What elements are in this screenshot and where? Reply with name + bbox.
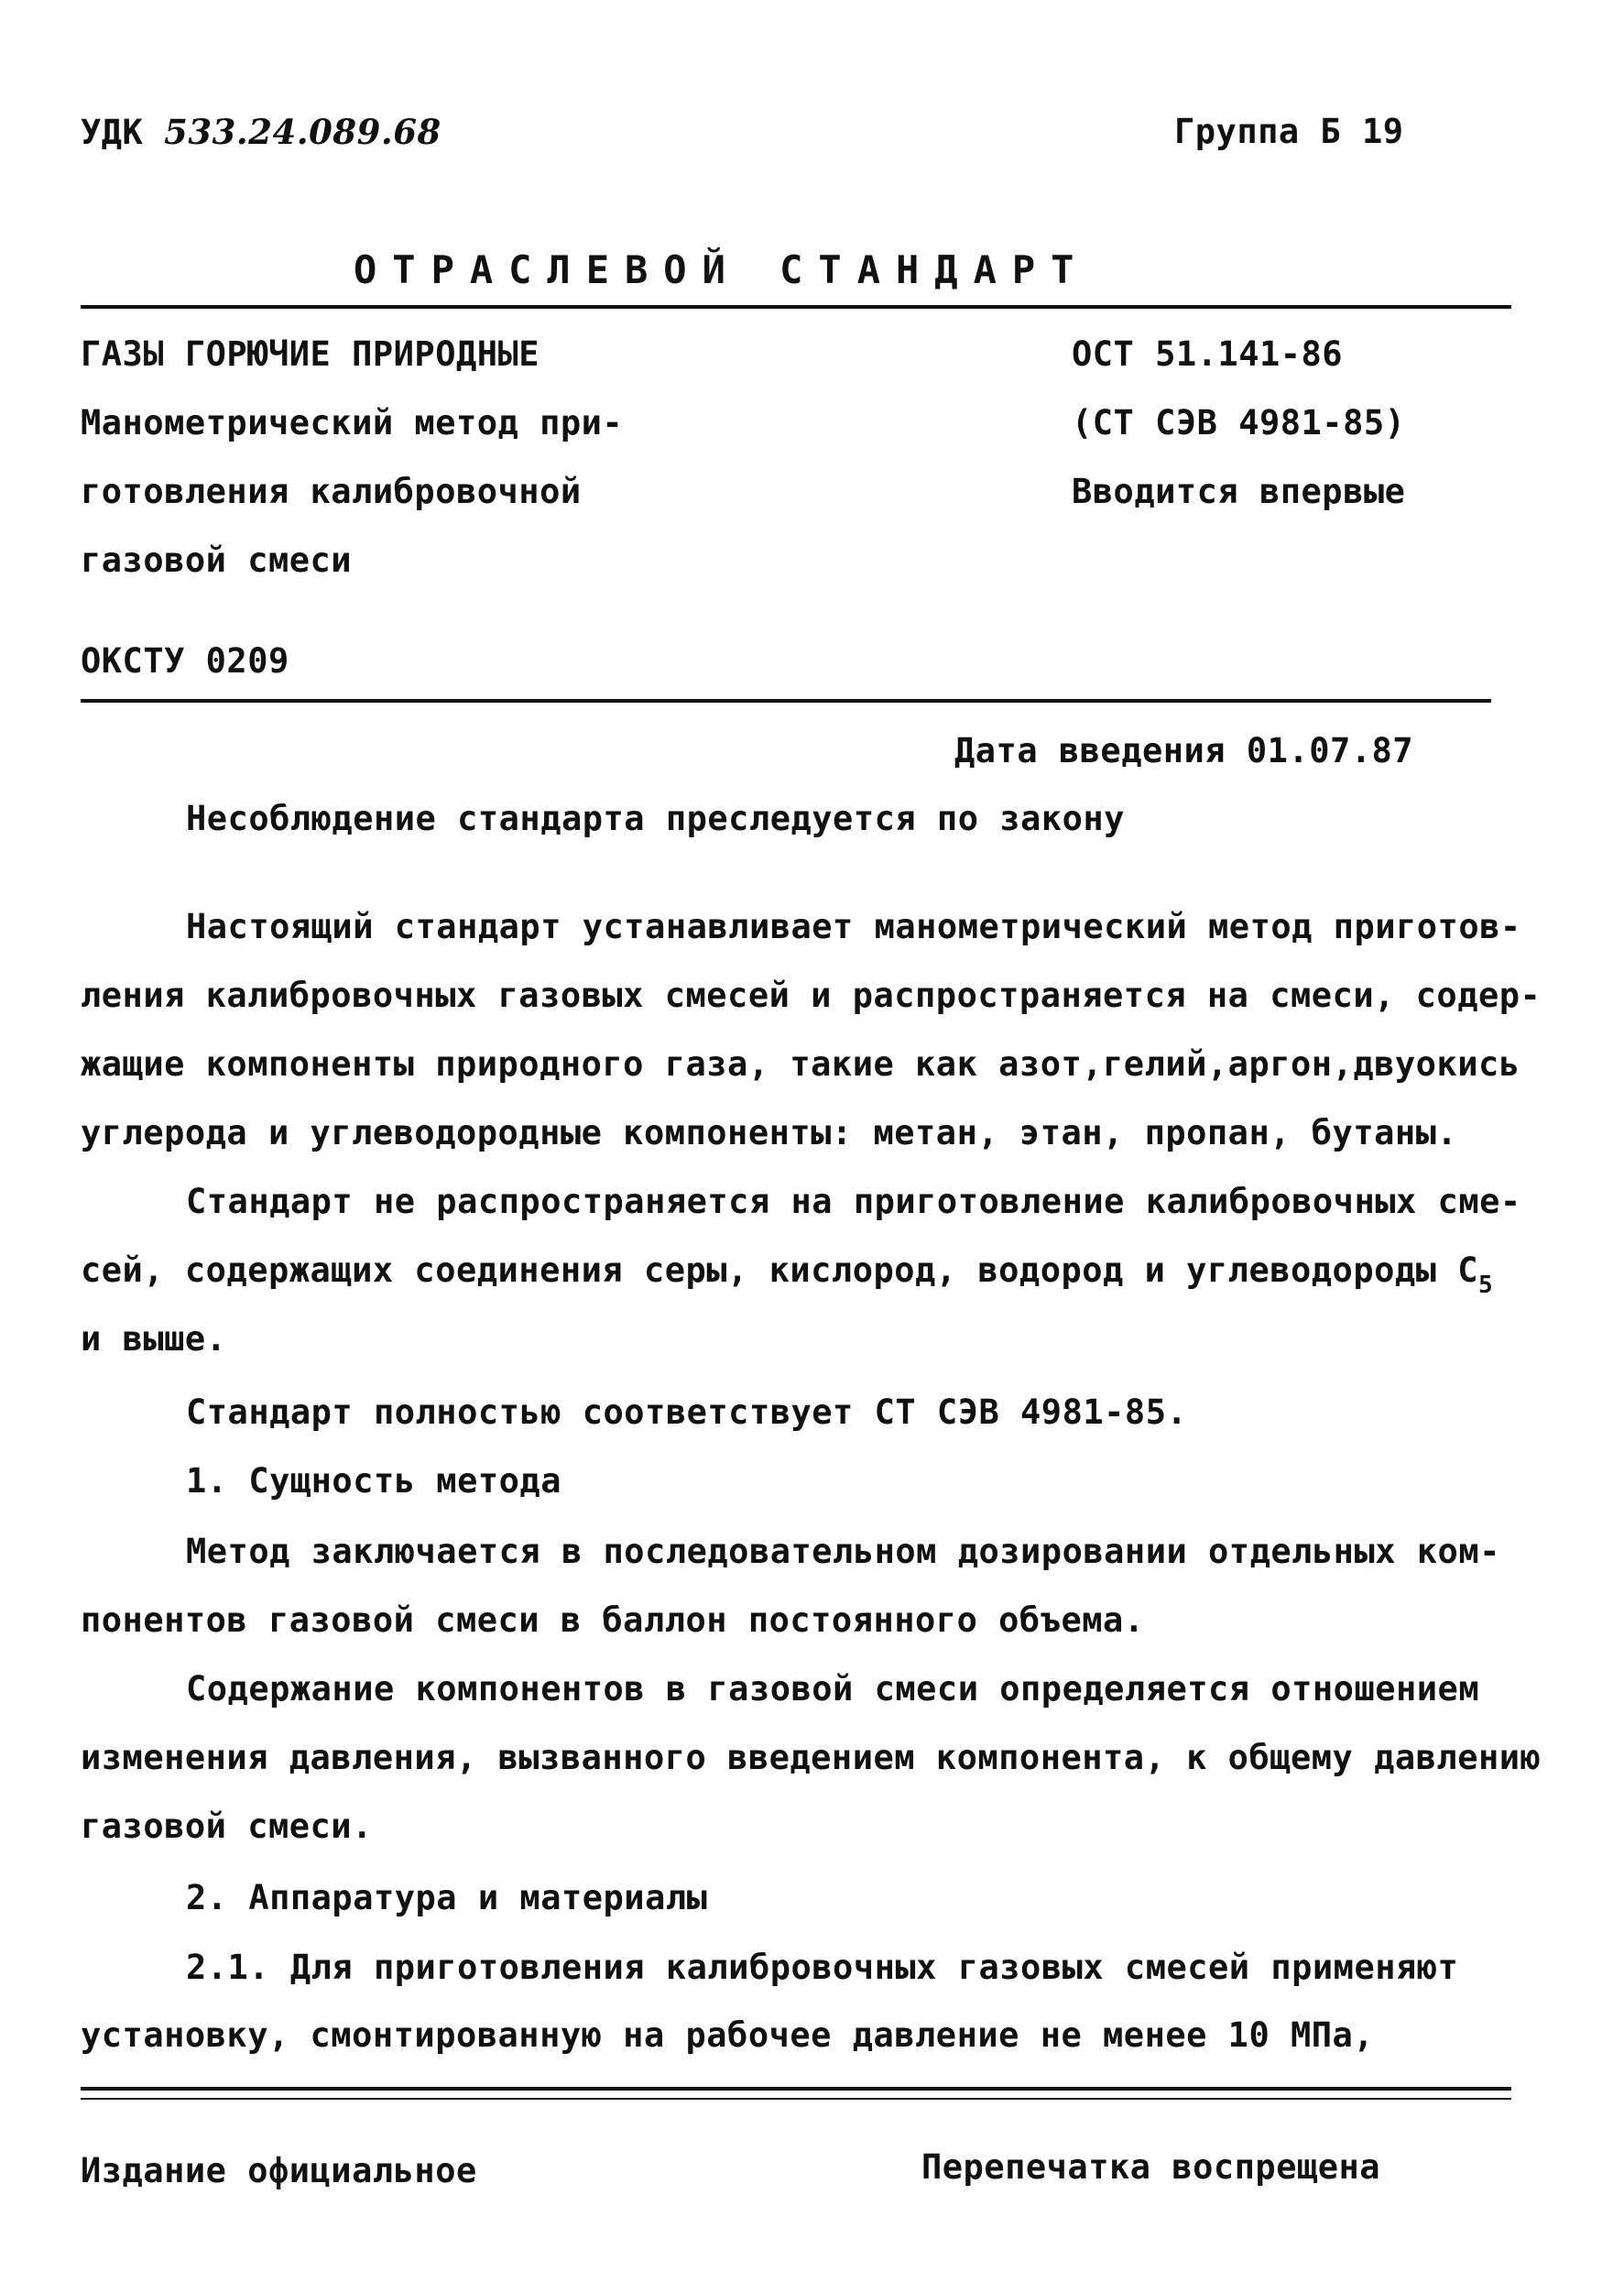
footer-reprint-notice: Перепечатка воспрещена	[921, 2147, 1381, 2187]
title-rule	[81, 305, 1511, 309]
cmea-code: (СТ СЭВ 4981-85)	[1072, 403, 1406, 442]
body-line-11: понентов газовой смеси в баллон постоянного объема.	[81, 1600, 1145, 1640]
footer-rule-bottom	[81, 2098, 1511, 2100]
body-line-7: и выше.	[81, 1319, 227, 1359]
body-line-14: газовой смеси.	[81, 1807, 373, 1846]
body-line-8: Стандарт полностью соответствует СТ СЭВ 4981-85.	[186, 1392, 1188, 1432]
section-1-heading: 1. Сущность метода	[186, 1461, 561, 1501]
standard-code: ОСТ 51.141-86	[1072, 334, 1344, 374]
body-line-12: Содержание компонентов в газовой смеси определяется отношением	[186, 1669, 1480, 1709]
body-line-2: ления калибровочных газовых смесей и распространяется на смеси, содер-	[81, 976, 1542, 1015]
udk-label: УДК 533.24.089.68	[81, 112, 441, 152]
body-line-5: Стандарт не распространяется на приготовление калибровочных сме-	[186, 1182, 1521, 1221]
standard-name-line-1: ГАЗЫ ГОРЮЧИЕ ПРИРОДНЫЕ	[81, 334, 540, 374]
footer-edition: Издание официальное	[81, 2151, 477, 2190]
standard-name-line-4: газовой смеси	[81, 540, 353, 580]
subscript-5: 5	[1477, 1272, 1494, 1299]
status-text: Вводится впервые	[1072, 472, 1406, 511]
body-line-10: Метод заключается в последовательном дозировании отдельных ком-	[186, 1532, 1500, 1571]
law-notice: Несоблюдение стандарта преследуется по закону	[186, 799, 1125, 838]
body-line-1: Настоящий стандарт устанавливает манометрический метод приготов-	[186, 907, 1521, 946]
body-line-3: жащие компоненты природного газа, такие как азот,гелий,аргон,двуокись	[81, 1044, 1520, 1084]
udk-number: 533.24.089.68	[164, 112, 441, 152]
section-2-heading: 2. Аппаратура и материалы	[186, 1878, 708, 1917]
body-line-13: изменения давления, вызванного введением компонента, к общему давлению	[81, 1738, 1542, 1777]
body-line-6: сей, содержащих соединения серы, кислород, водород и углеводороды $C_5$	[81, 1250, 1494, 1299]
standard-name-line-2: Манометрический метод при-	[81, 403, 624, 442]
group-label: Группа Б 19	[1174, 112, 1404, 151]
standard-name-line-3: готовления калибровочной	[81, 472, 582, 511]
body-line-17: установку, смонтированную на рабочее давление не менее 10 МПа,	[81, 2015, 1375, 2055]
footer-rule-top	[81, 2087, 1511, 2091]
page-title: ОТРАСЛЕВОЙ СТАНДАРТ	[354, 247, 1090, 292]
intro-date: Дата введения 01.07.87	[954, 731, 1414, 770]
header-rule	[81, 699, 1491, 703]
body-line-16: 2.1. Для приготовления калибровочных газовых смесей применяют	[186, 1948, 1459, 1987]
okstu-code: ОКСТУ 0209	[81, 641, 289, 681]
body-line-4: углерода и углеводородные компоненты: метан, этан, пропан, бутаны.	[81, 1113, 1458, 1152]
